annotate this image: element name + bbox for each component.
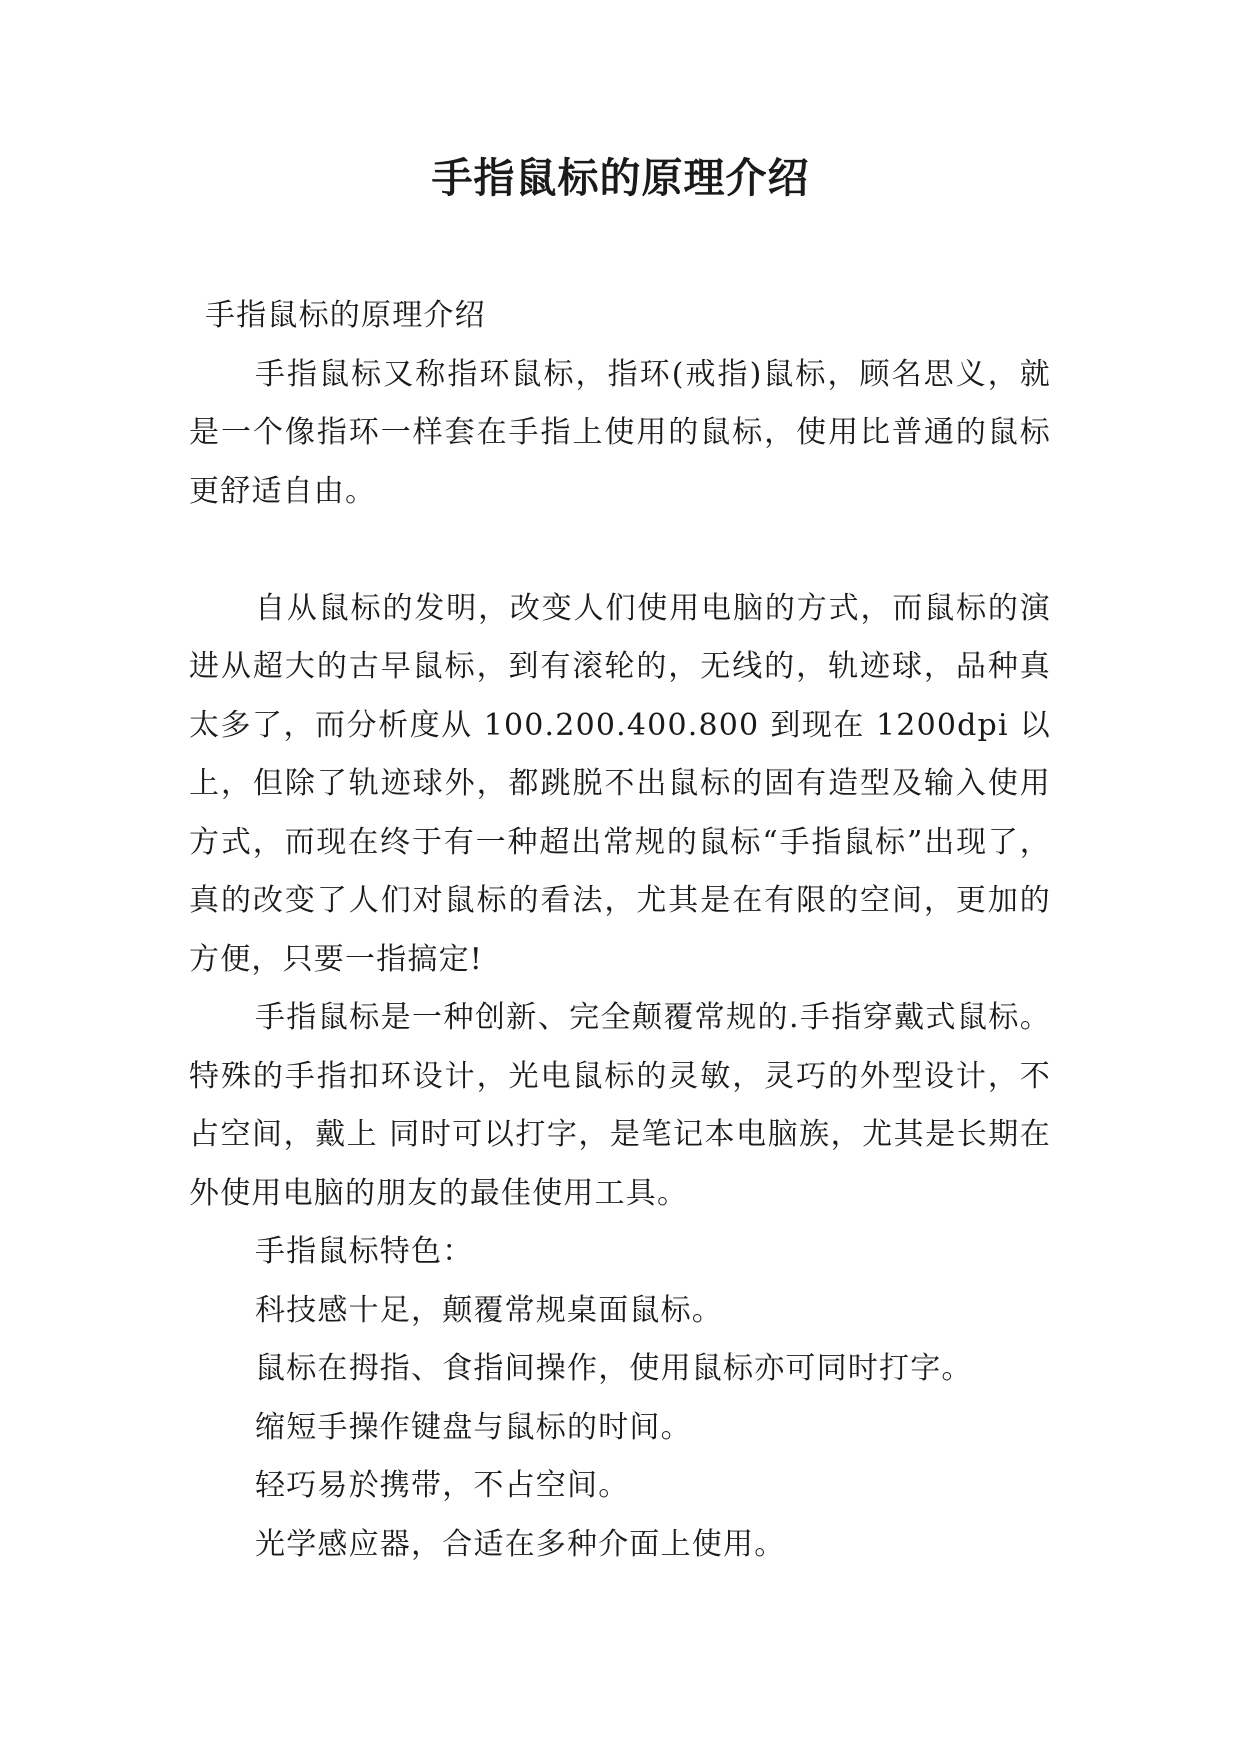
paragraph-history: 自从鼠标的发明，改变人们使用电脑的方式，而鼠标的演进从超大的古早鼠标，到有滚轮的，无线的，轨迹球，品种真太多了，而分析度从 100.200.400.800 到现在 1200dpi 以上，但除了轨迹球外，都跳脱不出鼠标的固有造型及输入使用方式，而现在终于有一种超出常规的鼠标“手指鼠标”出现了，真的改变了人们对鼠标的看法，尤其是在有限的空间，更加的方便，只要一指搞定! xyxy=(189,590,1051,977)
paragraph-description: 手指鼠标是一种创新、完全颠覆常规的.手指穿戴式鼠标。特殊的手指扣环设计，光电鼠标的灵敏，灵巧的外型设计，不占空间，戴上 同时可以打字，是笔记本电脑族，尤其是长期在外使用电脑的朋友的最佳使用工具。 xyxy=(189,1000,1051,1211)
feature-item: 缩短手操作键盘与鼠标的时间。 xyxy=(255,1409,692,1445)
document-subtitle: 手指鼠标的原理介绍 xyxy=(205,298,486,333)
paragraph-intro: 手指鼠标又称指环鼠标，指环(戒指)鼠标，顾名思义，就是一个像指环一样套在手指上使用的鼠标，使用比普通的鼠标更舒适自由。 xyxy=(189,356,1051,509)
feature-item: 鼠标在拇指、食指间操作，使用鼠标亦可同时打字。 xyxy=(255,1351,973,1386)
feature-item: 光学感应器，合适在多种介面上使用。 xyxy=(255,1526,786,1562)
features-heading: 手指鼠标特色： xyxy=(255,1234,474,1269)
feature-item: 科技感十足，颠覆常规桌面鼠标。 xyxy=(255,1292,723,1328)
document-body xyxy=(189,287,1051,1574)
blank-line xyxy=(189,521,1051,580)
document-title: 手指鼠标的原理介绍 xyxy=(431,154,810,202)
feature-item: 轻巧易於携带，不占空间。 xyxy=(255,1468,630,1503)
